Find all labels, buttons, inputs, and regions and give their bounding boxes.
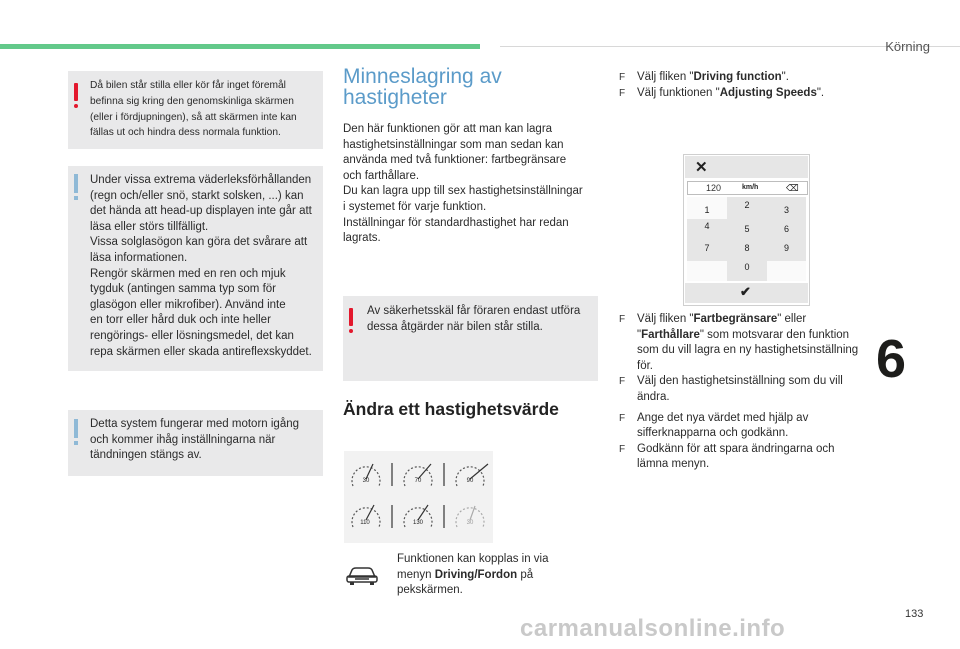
- info-box-memory: [68, 410, 323, 476]
- speed-gauge: [456, 464, 488, 486]
- close-icon[interactable]: ✕: [695, 159, 708, 176]
- section-title: Körning: [885, 39, 930, 54]
- heading-memory-speeds: Minneslagring av hastigheter: [343, 65, 502, 109]
- speed-display[interactable]: [687, 181, 808, 195]
- keypad-top-bar: [685, 156, 808, 178]
- info-box-weather: [68, 166, 323, 371]
- checkmark-icon: ✔: [740, 284, 751, 299]
- step-item: F Ange det nya värdet med hjälp av sifferknapparna och godkänn.: [619, 411, 809, 440]
- warning-box-safety: [343, 296, 598, 381]
- menu-note: Funktionen kan kopplas in via menyn Driving/Fordon på pekskärmen.: [397, 553, 549, 597]
- speed-gauge-inactive: [456, 506, 484, 527]
- key-2[interactable]: 2: [744, 200, 750, 210]
- confirm-button[interactable]: [685, 283, 808, 303]
- key-8[interactable]: 8: [744, 243, 750, 253]
- warning-icon: [74, 83, 78, 101]
- unit-label: km/h: [742, 184, 759, 191]
- key-4[interactable]: 4: [704, 221, 710, 231]
- step-item: F Välj den hastighetsinställning som du vill ändra.: [619, 375, 843, 403]
- key-3[interactable]: 3: [783, 205, 789, 215]
- speed-keypad-screen: [683, 154, 810, 306]
- key-empty-left: [687, 261, 727, 281]
- speed-gauge: [404, 505, 432, 527]
- key-9[interactable]: 9: [783, 243, 789, 253]
- key-0[interactable]: 0: [744, 262, 750, 272]
- info-text: Under vissa extrema väderleksförhållanden (regn och/eller snö, starkt solsken, ...) kan det hända att head-up displayen inte går att läsa eller störs tillfälligt. Vissa solglasögon kan göra det svårare att läsa informationen. Rengör skärmen med en ren och mjuk tygduk (antingen samma typ som för glasögon eller mikrofiber). Använd inte en torr eller hård duk och inte heller rengörings- eller lösningsmedel, det kan repa skärmen eller skada antireflexskyddet.: [90, 174, 312, 358]
- warning-icon: [349, 308, 353, 326]
- info-icon: [74, 419, 78, 438]
- warning-text: Då bilen står stilla eller kör får inget föremål befinna sig kring den genomskinliga skärmen (eller i fördjupningen), så att skärmen inte kan fällas ut och hindra dess normala funktion.: [90, 80, 297, 139]
- info-text: Detta system fungerar med motorn igång och kommer ihåg inställningarna när tändningen stängs av.: [90, 418, 300, 462]
- info-icon: [74, 174, 78, 193]
- page-number: 133: [905, 608, 924, 620]
- speed-gauge: [404, 464, 432, 486]
- warning-text: Av säkerhetsskäl får föraren endast utföra dessa åtgärder när bilen står stilla.: [367, 305, 581, 333]
- watermark: carmanualsonline.info: [520, 615, 786, 642]
- speed-gauges-svg: [344, 451, 493, 543]
- heading-change-speed: Ändra ett hastighetsvärde: [343, 399, 559, 419]
- step-item: F Välj funktionen "Adjusting Speeds".: [619, 86, 825, 99]
- speed-label: 30: [466, 520, 474, 526]
- number-pad: [687, 197, 806, 281]
- step-item: F Godkänn för att spara ändringarna och lämna menyn.: [619, 442, 835, 471]
- speed-gauge: [352, 464, 380, 486]
- speed-value: 120: [706, 183, 722, 193]
- speed-label: 130: [412, 520, 424, 526]
- key-1[interactable]: 1: [687, 197, 727, 219]
- car-menu-icon: [344, 562, 380, 586]
- key-5[interactable]: 5: [744, 224, 750, 234]
- backspace-icon[interactable]: ⌫: [786, 183, 799, 193]
- speed-gauge: [352, 505, 380, 527]
- step-item: F Välj fliken "Fartbegränsare" eller "Farthållare" som motsvarar den funktion som du vill lagra en ny hastighetsinställning för.: [619, 313, 859, 372]
- key-7[interactable]: 7: [704, 243, 710, 253]
- steps-top: [619, 70, 879, 101]
- speed-label: 90: [466, 478, 474, 484]
- header-accent-bar: [0, 44, 480, 49]
- intro-paragraph: Den här funktionen gör att man kan lagra hastighetsinställningar som man sedan kan använda med två funktioner: fartbegränsare och farthållare. Du kan lagra upp till sex hastighetsinställningar i systemet för varje funktion. Inställningar för standardhastighet har redan lagrats.: [343, 123, 583, 245]
- speed-settings-illustration: [344, 451, 493, 543]
- step-item: F Välj fliken "Driving function".: [619, 71, 789, 83]
- warning-box-screen: [68, 71, 323, 149]
- speed-label: 30: [362, 478, 370, 484]
- chapter-number: 6: [876, 329, 907, 389]
- key-6[interactable]: 6: [783, 224, 789, 234]
- key-empty-right: [767, 261, 806, 281]
- speed-label: 110: [360, 520, 370, 526]
- speed-label: 70: [414, 478, 422, 484]
- steps-bottom: [619, 312, 879, 473]
